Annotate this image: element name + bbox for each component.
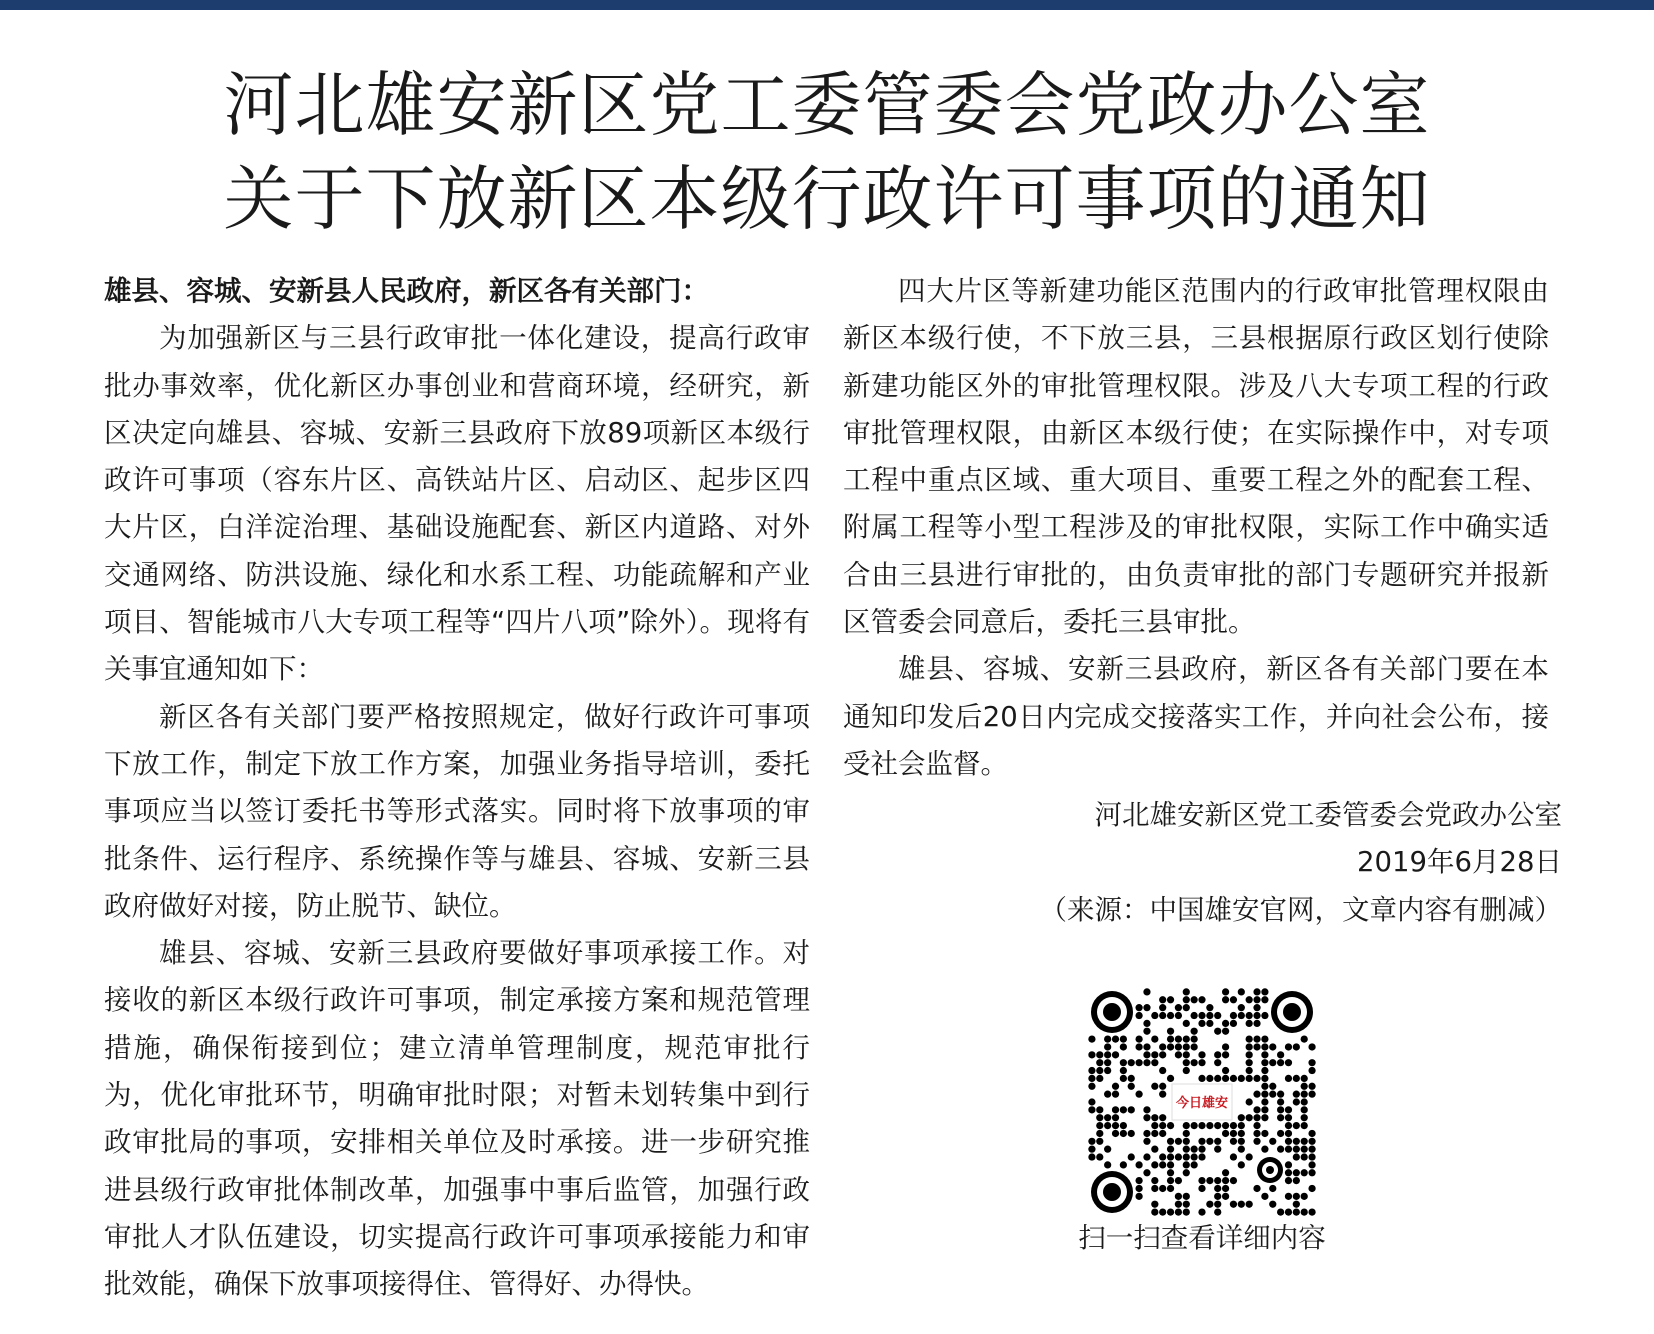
document-title — [0, 58, 1654, 246]
paragraph-2: 新区各有关部门要严格按照规定，做好行政许可事项下放工作，制定下放工作方案，加强业务指导培训，委托事项应当以签订委托书等形式落实。同时将下放事项的审批条件、运行程序、系统操作等与雄县、容城、安新三县政府做好对接，防止脱节、缺位。 — [104, 700, 810, 922]
paragraph-4: 四大片区等新建功能区范围内的行政审批管理权限由新区本级行使，不下放三县，三县根据原行政区划行使除新建功能区外的审批管理权限。涉及八大专项工程的行政审批管理权限，由新区本级行使；在实际操作中，对专项工程中重点区域、重大项目、重要工程之外的配套工程、附属工程等小型工程涉及的审批权限，实际工作中确实适合由三县进行审批的，由负责审批的部门专题研究并报新区管委会同意后，委托三县审批。 — [843, 275, 1549, 639]
qr-alignment-mark — [1257, 1157, 1283, 1183]
title-line-2: 关于下放新区本级行政许可事项的通知 — [223, 158, 1431, 240]
qr-logo-text: 今日雄安 — [1175, 1096, 1229, 1111]
title-line-1: 河北雄安新区党工委管委会党政办公室 — [223, 64, 1431, 146]
paragraph-5: 雄县、容城、安新三县政府，新区各有关部门要在本通知印发后20日内完成交接落实工作，并向社会公布，接受社会监督。 — [843, 653, 1549, 780]
qr-caption: 扫一扫查看详细内容 — [1078, 1222, 1326, 1254]
paragraph-1: 为加强新区与三县行政审批一体化建设，提高行政审批办事效率，优化新区办事创业和营商环境，经研究，新区决定向雄县、容城、安新三县政府下放89项新区本级行政许可事项（容东片区、高铁站片区、启动区、起步区四大片区，白洋淀治理、基础设施配套、新区内道路、对外交通网络、防洪设施、绿化和水系工程、功能疏解和产业项目、智能城市八大专项工程等“四片八项”除外）。现将有关事宜通知如下： — [104, 322, 810, 686]
qr-finder-bottom-left — [1091, 1171, 1133, 1213]
issuer-name: 河北雄安新区党工委管委会党政办公室 — [1094, 799, 1562, 831]
right-column — [843, 268, 1549, 788]
salutation: 雄县、容城、安新县人民政府，新区各有关部门： — [104, 275, 709, 307]
qr-finder-top-right — [1271, 991, 1313, 1033]
qr-code[interactable] — [1088, 988, 1316, 1216]
paragraph-3: 雄县、容城、安新三县政府要做好事项承接工作。对接收的新区本级行政许可事项，制定承接方案和规范管理措施，确保衔接到位；建立清单管理制度，规范审批行为，优化审批环节，明确审批时限；对暂未划转集中到行政审批局的事项，安排相关单位及时承接。进一步研究推进县级行政审批体制改革，加强事中事后监管，加强行政审批人才队伍建设，切实提高行政许可事项承接能力和审批效能，确保下放事项接得住、管得好、办得快。 — [104, 937, 810, 1301]
qr-code-icon — [1088, 988, 1316, 1216]
left-column — [104, 268, 810, 1309]
signature-block — [1040, 792, 1563, 934]
issue-date: 2019年6月28日 — [1357, 846, 1562, 879]
qr-center-logo — [1172, 1084, 1232, 1120]
top-banner-bar — [0, 0, 1654, 10]
qr-finder-top-left — [1091, 991, 1133, 1033]
source-note: （来源：中国雄安官网，文章内容有删减） — [1039, 893, 1562, 926]
